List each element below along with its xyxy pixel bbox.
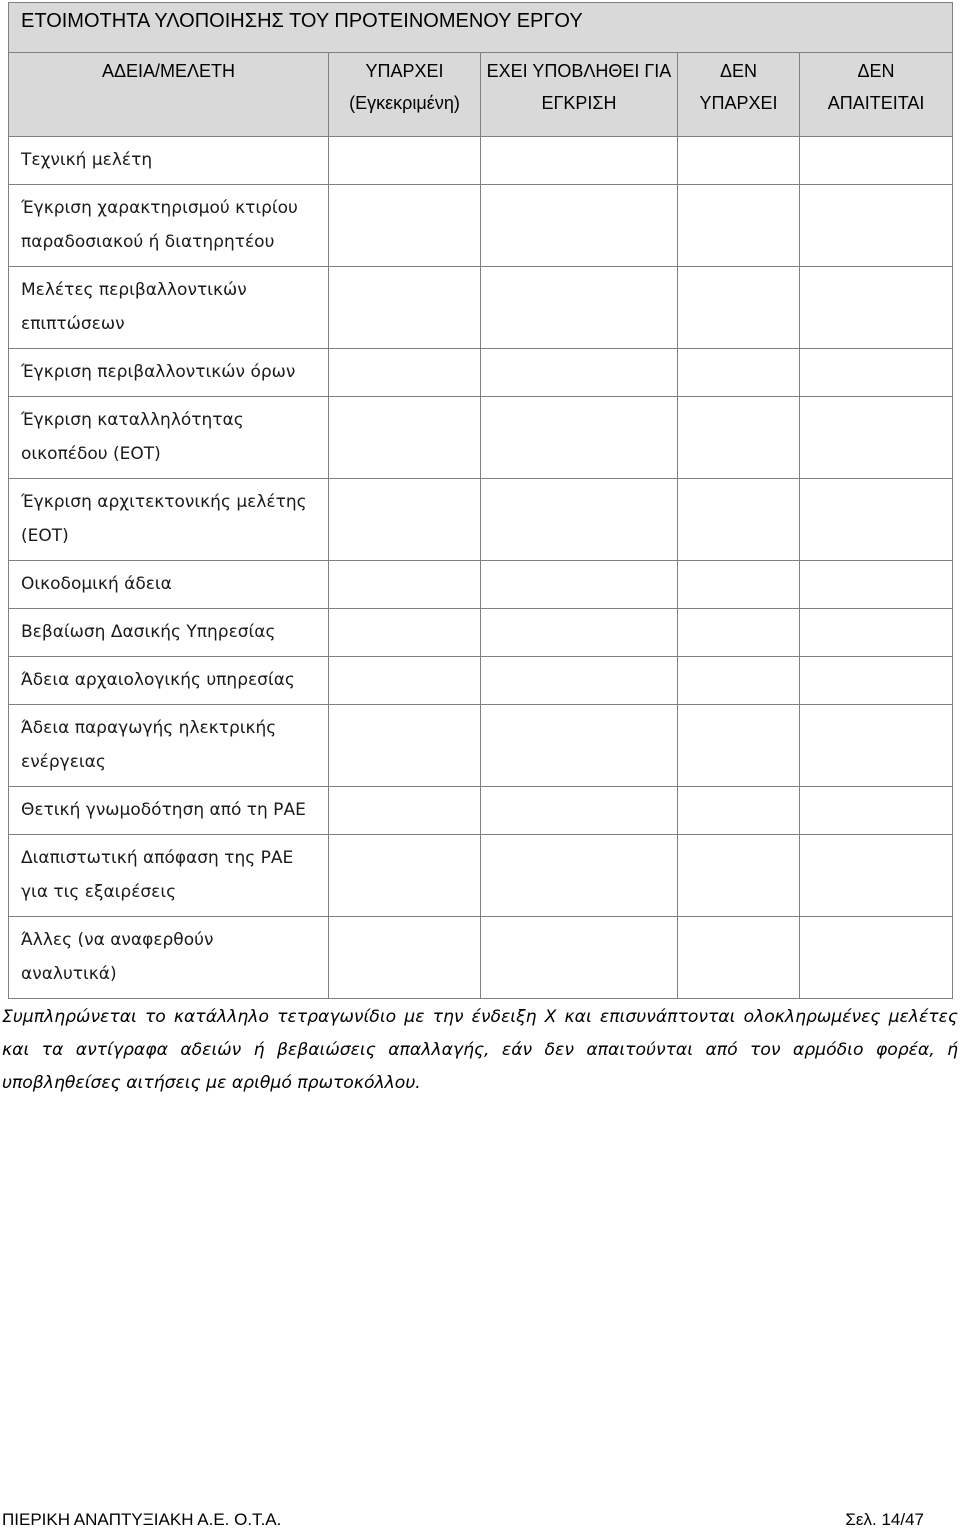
- table-row: [9, 349, 953, 397]
- cell-exists[interactable]: [329, 787, 481, 835]
- cell-not-required[interactable]: [800, 787, 953, 835]
- cell-not-required[interactable]: [800, 349, 953, 397]
- cell-not-exists[interactable]: [678, 479, 800, 561]
- header-submitted: [481, 53, 678, 137]
- row-label: [9, 349, 329, 397]
- row-label-line1: Διαπιστωτική απόφαση της ΡΑΕ: [21, 848, 294, 868]
- row-label: [9, 137, 329, 185]
- cell-exists[interactable]: [329, 349, 481, 397]
- footer-page-number: Σελ. 14/47: [845, 1510, 924, 1529]
- table-header-row: [9, 53, 953, 137]
- cell-exists[interactable]: [329, 397, 481, 479]
- cell-not-required[interactable]: [800, 561, 953, 609]
- cell-submitted[interactable]: [481, 917, 678, 999]
- cell-exists[interactable]: [329, 917, 481, 999]
- row-label-line1: Τεχνική μελέτη: [21, 150, 153, 170]
- row-label-line2: ενέργειας: [21, 752, 106, 772]
- cell-submitted[interactable]: [481, 835, 678, 917]
- row-label-line1: Μελέτες περιβαλλοντικών: [21, 280, 247, 300]
- cell-submitted[interactable]: [481, 397, 678, 479]
- table-row: [9, 657, 953, 705]
- cell-submitted[interactable]: [481, 137, 678, 185]
- cell-exists[interactable]: [329, 561, 481, 609]
- table-row: [9, 835, 953, 917]
- header-not-exists: [678, 53, 800, 137]
- cell-submitted[interactable]: [481, 479, 678, 561]
- row-label: [9, 787, 329, 835]
- cell-exists[interactable]: [329, 185, 481, 267]
- cell-not-exists[interactable]: [678, 835, 800, 917]
- cell-submitted[interactable]: [481, 561, 678, 609]
- row-label: [9, 267, 329, 349]
- row-label: [9, 917, 329, 999]
- cell-not-required[interactable]: [800, 397, 953, 479]
- header-exists: [329, 53, 481, 137]
- cell-submitted[interactable]: [481, 349, 678, 397]
- header-submitted-line2: ΕΓΚΡΙΣΗ: [541, 93, 617, 113]
- row-label-line1: Οικοδομική άδεια: [21, 574, 172, 594]
- table-row: [9, 185, 953, 267]
- row-label-line1: Βεβαίωση Δασικής Υπηρεσίας: [21, 622, 276, 642]
- header-not-required: [800, 53, 953, 137]
- row-label: [9, 185, 329, 267]
- cell-not-required[interactable]: [800, 835, 953, 917]
- header-permit-study: [9, 53, 329, 137]
- cell-submitted[interactable]: [481, 185, 678, 267]
- row-label-line1: Έγκριση αρχιτεκτονικής μελέτης: [21, 492, 307, 512]
- table-row: [9, 609, 953, 657]
- cell-not-exists[interactable]: [678, 349, 800, 397]
- table-row: [9, 787, 953, 835]
- cell-not-exists[interactable]: [678, 787, 800, 835]
- cell-not-required[interactable]: [800, 705, 953, 787]
- row-label-line2: (ΕΟΤ): [21, 526, 69, 546]
- cell-not-exists[interactable]: [678, 267, 800, 349]
- header-exists-line2: (Εγκεκριμένη): [349, 93, 460, 113]
- footer-organization: ΠΙΕΡΙΚΗ ΑΝΑΠΤΥΞΙΑΚΗ Α.Ε. Ο.Τ.Α.: [2, 1510, 282, 1529]
- table-row: [9, 479, 953, 561]
- cell-not-exists[interactable]: [678, 561, 800, 609]
- cell-not-exists[interactable]: [678, 609, 800, 657]
- cell-exists[interactable]: [329, 267, 481, 349]
- row-label: [9, 479, 329, 561]
- row-label-line2: αναλυτικά): [21, 964, 117, 984]
- row-label-line1: Άδεια αρχαιολογικής υπηρεσίας: [21, 670, 295, 690]
- cell-exists[interactable]: [329, 609, 481, 657]
- cell-not-required[interactable]: [800, 267, 953, 349]
- readiness-table: [8, 2, 953, 999]
- row-label-line1: Άδεια παραγωγής ηλεκτρικής: [21, 718, 277, 738]
- row-label-line1: Έγκριση περιβαλλοντικών όρων: [21, 362, 296, 382]
- row-label-line2: για τις εξαιρέσεις: [21, 882, 177, 902]
- table-row: [9, 397, 953, 479]
- header-not-required-line2: ΑΠΑΙΤΕΙΤΑΙ: [827, 93, 925, 113]
- header-not-required-line1: ΔΕΝ: [857, 61, 895, 81]
- cell-not-required[interactable]: [800, 479, 953, 561]
- table-title-row: [9, 3, 953, 53]
- table-row: [9, 137, 953, 185]
- cell-exists[interactable]: [329, 479, 481, 561]
- cell-not-required[interactable]: [800, 185, 953, 267]
- instructions-note: Συμπληρώνεται το κατάλληλο τετραγωνίδιο με την ένδειξη Χ και επισυνάπτονται ολοκληρωμένες μελέτες και τα αντίγραφα αδειών ή βεβαιώσεις απαλλαγής, εάν δεν απαιτούνται από τον αρμόδιο φορέα, ή υποβληθείσες αιτήσεις με αριθμό πρωτοκόλλου.: [2, 1007, 958, 1093]
- cell-not-required[interactable]: [800, 657, 953, 705]
- cell-submitted[interactable]: [481, 267, 678, 349]
- cell-not-required[interactable]: [800, 917, 953, 999]
- cell-not-exists[interactable]: [678, 705, 800, 787]
- header-permit-study-line1: ΑΔΕΙΑ/ΜΕΛΕΤΗ: [101, 61, 236, 81]
- cell-not-exists[interactable]: [678, 397, 800, 479]
- row-label-line1: Θετική γνωμοδότηση από τη ΡΑΕ: [21, 800, 306, 820]
- header-not-exists-line1: ΔΕΝ: [719, 61, 758, 81]
- row-label: [9, 657, 329, 705]
- cell-submitted[interactable]: [481, 609, 678, 657]
- row-label: [9, 397, 329, 479]
- row-label: [9, 835, 329, 917]
- cell-exists[interactable]: [329, 657, 481, 705]
- cell-not-exists[interactable]: [678, 917, 800, 999]
- row-label: [9, 705, 329, 787]
- cell-not-exists[interactable]: [678, 657, 800, 705]
- header-not-exists-line2: ΥΠΑΡΧΕΙ: [699, 93, 778, 113]
- cell-submitted[interactable]: [481, 705, 678, 787]
- cell-exists[interactable]: [329, 835, 481, 917]
- row-label-line1: Άλλες (να αναφερθούν: [21, 930, 214, 950]
- cell-not-required[interactable]: [800, 137, 953, 185]
- cell-not-exists[interactable]: [678, 137, 800, 185]
- row-label-line1: Έγκριση χαρακτηρισμού κτιρίου: [21, 198, 298, 218]
- row-label: [9, 609, 329, 657]
- cell-exists[interactable]: [329, 705, 481, 787]
- row-label-line2: επιπτώσεων: [21, 314, 125, 334]
- row-label-line2: οικοπέδου (ΕΟΤ): [21, 444, 161, 464]
- row-label-line2: παραδοσιακού ή διατηρητέου: [21, 232, 275, 252]
- cell-submitted[interactable]: [481, 657, 678, 705]
- table-row: [9, 705, 953, 787]
- cell-not-exists[interactable]: [678, 185, 800, 267]
- header-exists-line1: ΥΠΑΡΧΕΙ: [365, 61, 444, 81]
- table-title: ΕΤΟΙΜΟΤΗΤΑ ΥΛΟΠΟΙΗΣΗΣ ΤΟΥ ΠΡΟΤΕΙΝΟΜΕΝΟΥ ΕΡΓΟΥ: [9, 3, 953, 53]
- table-row: [9, 917, 953, 999]
- table-row: [9, 561, 953, 609]
- cell-exists[interactable]: [329, 137, 481, 185]
- row-label-line1: Έγκριση καταλληλότητας: [21, 410, 244, 430]
- row-label: [9, 561, 329, 609]
- cell-submitted[interactable]: [481, 787, 678, 835]
- table-row: [9, 267, 953, 349]
- header-submitted-line1: ΕΧΕΙ ΥΠΟΒΛΗΘΕΙ ΓΙΑ: [486, 61, 672, 81]
- cell-not-required[interactable]: [800, 609, 953, 657]
